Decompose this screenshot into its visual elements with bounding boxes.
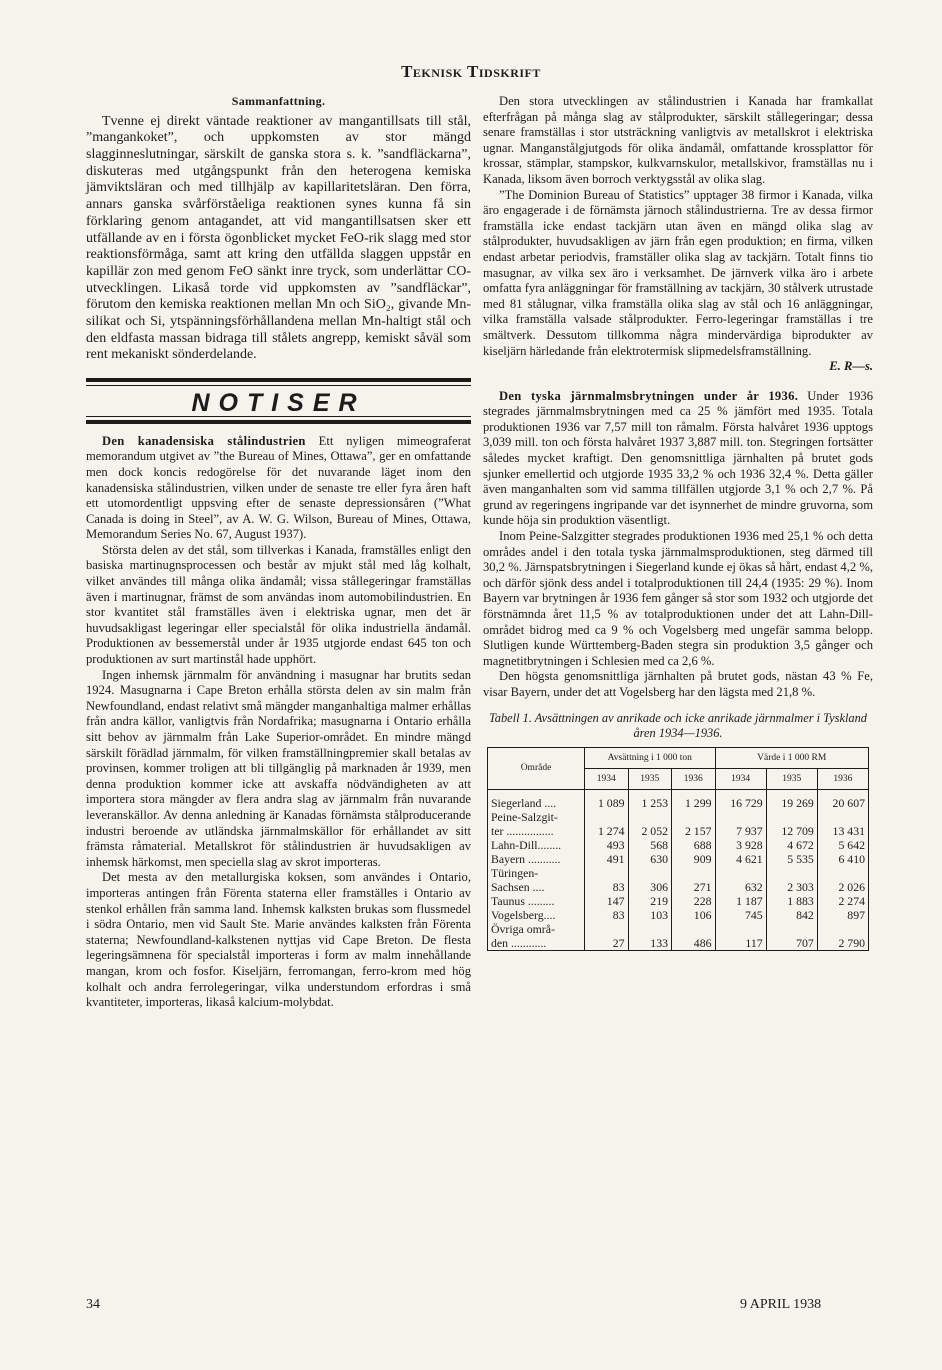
table-cell-value: 27 <box>585 922 629 951</box>
table-header-group-value: Värde i 1 000 RM <box>715 747 869 768</box>
section-rule-top <box>86 378 471 386</box>
article1-lead: Ett nyligen mimeograferat memorandum utgivet av ”the Bureau of Mines, Ottawa”, ger en omfattande men dock koncis redogörelse för det nuvarande läget inom den kanadensiska stålindustrien, vilken under de senaste tre eller fyra åren haft ett utomordentligt uppsving efter de senaste depressionsåren (”What Canada is doing in Steel”, av A. W. G. Wilson, Bureau of Mines, Ottawa, Memorandum Series No. 67, August 1937). <box>86 433 472 542</box>
article1-signature: E. R—s. <box>829 359 873 374</box>
table-cell-value: 133 <box>628 922 672 951</box>
region-line: Övriga områ- <box>491 921 555 936</box>
table-cell-value: 1 187 <box>715 894 766 908</box>
table-cell-value: 1 089 <box>585 789 629 810</box>
table-row <box>488 838 869 852</box>
table-cell-value: 2 303 <box>766 866 817 894</box>
table-cell-value: 271 <box>672 866 716 894</box>
data-table <box>487 747 869 951</box>
journal-title: Teknisk Tidskrift <box>401 62 541 81</box>
table-cell-value: 688 <box>672 838 716 852</box>
table-cell-value: 4 621 <box>715 852 766 866</box>
article2-paragraph: Den högsta genomsnittliga järnhalten på brutet gods, nästan 43 % Fe, visar Bayern, under det att Vogelsberg har den lägsta med 21,8 %. <box>483 669 873 699</box>
article1-paragraph: Största delen av det stål, som tillverkas i Kanada, framställes enligt den basiska martinugnsprocessen och består av mjukt stål med låg kolhalt, vilket användes till många olika ändamål; vissa stållegeringar framställas även i martinugnar, främst de som användas inom automobilindustrien. En stor kvantitet stål framställes även i elektriska ugnar, men det är huvudsakligast legeringar eller specialstål för olika industriella ändamål. Produktionen av bessemerstål under år 1935 utgjorde endast 645 ton och produktionen av surt martinstål hade upphört. <box>86 542 471 667</box>
table-cell-value: 16 729 <box>715 789 766 810</box>
table-cell-value: 1 274 <box>585 810 629 838</box>
table-cell-value: 745 <box>715 908 766 922</box>
table-header-group-quantity: Avsättning i 1 000 ton <box>585 747 716 768</box>
table-cell-value: 630 <box>628 852 672 866</box>
table-header-region: Område <box>488 747 585 789</box>
table-row <box>488 894 869 908</box>
article1-paragraph: Ingen inhemsk järnmalm för användning i masugnar har brutits sedan 1924. Masugnarna i Cape Breton erhålla största delen av sin malm från Newfoundland, endast relativt små mängder manganhaltiga malmer erhållas från andra källor, vanligtvis från Nordafrika; masugnarna i Ontario erhålla sitt behov av järnmalm från Lake Superior-området. En mindre mängd särskilt förädlad järnmalm, för vilken framställningpremier skall betalas av provinsen, kommer troligen att bli tillgänglig på marknaden år 1939, men denna produktion kommer icke att avskaffa nödvändigheten av att importera stora mängder av flera andra slag av järnmalm från nuvarande leveranskällor. Av denna anledning är Kanadas förnämsta stålproducerande industri beroende av utländska järnmalmskällor för erhållandet av sitt främsta råmaterial. Metallskrot för stålindustrien är huvudsakligen av inhemsk härkomst, men speciella slag av skrot importeras. <box>86 667 471 869</box>
region-line: Türingen- <box>491 865 539 880</box>
table-cell-value: 219 <box>628 894 672 908</box>
table-cell-region <box>488 852 585 866</box>
region-line: Bayern ........... <box>491 851 561 866</box>
table-cell-value: 117 <box>715 922 766 951</box>
table-cell-value: 2 790 <box>817 922 868 951</box>
table-row <box>488 908 869 922</box>
table-cell-value: 897 <box>817 908 868 922</box>
left-column <box>86 94 471 1011</box>
table-cell-value: 83 <box>585 866 629 894</box>
table-header-year: 1935 <box>628 768 672 789</box>
table-body <box>488 789 869 950</box>
table-cell-region <box>488 922 585 951</box>
summary <box>86 94 471 364</box>
table-cell-value: 493 <box>585 838 629 852</box>
article2-title: Den tyska järnmalmsbrytningen under år 1936. <box>499 388 799 403</box>
table-cell-region <box>488 789 585 810</box>
table-cell-value: 1 299 <box>672 789 716 810</box>
table-cell-region <box>488 908 585 922</box>
table-cell-value: 20 607 <box>817 789 868 810</box>
article1-paragraph: Det mesta av den metallurgiska koksen, som användes i Ontario, importeras antingen från Förenta staterna eller framställes i Ontario av stenkol erhållen från samma land. Inhemsk kalksten brukas som flussmedel i södra Ontario, men vid Sault Ste. Marie användes kalksten från Förenta staterna; Newfoundland-kalkstenen nyttjas vid Cape Breton. De flesta legeringsämnena för specialstål importeras i form av malm innehållande mangan, krom och fosfor. Kiseljärn, ferromangan, ferro-krom med hög kolhalt och andra ferrolegeringar, vilka understundom erfordras i små kvantiteter, importeras, likaså kalcium-molybdat. <box>86 870 471 1010</box>
table-cell-value: 707 <box>766 922 817 951</box>
page-number: 34 <box>86 1297 100 1312</box>
table-cell-value: 83 <box>585 908 629 922</box>
table-header-year: 1935 <box>766 768 817 789</box>
table-cell-value: 2 274 <box>817 894 868 908</box>
table-cell-value: 842 <box>766 908 817 922</box>
article2-lead: Under 1936 stegrades järnmalmsbrytningen med ca 25 % jämfört med 1935. Totala produktionen 1936 var 7,57 mill ton råmalm. Första halvåret 1936 upptogs 3,039 mill. ton och första halvåret 1937 3,887 mill. ton. Stegringen fortsätter således mycket kraftigt. Den genomsnittliga järnhalten på brutet gods sjunker emellertid och utgjorde 1935 33,2 % och 1936 32,4 %. Detta gäller även manganhalten som vid samma tillfällen utgjorde 3,1 % och 2,7 %. På grund av regeringens ingripande var det isynnerhet de mindre gruvorna, som kunde höja sin produktion väsentligt. <box>483 388 873 528</box>
table-row <box>488 922 869 951</box>
region-line: Vogelsberg.... <box>491 907 556 922</box>
table-cell-value: 5 642 <box>817 838 868 852</box>
table-row <box>488 852 869 866</box>
region-line: ter ................ <box>491 823 554 838</box>
table-cell-value: 1 253 <box>628 789 672 810</box>
region-line: Peine-Salzgit- <box>491 809 558 824</box>
region-line: Lahn-Dill........ <box>491 837 562 852</box>
table-cell-value: 2 026 <box>817 866 868 894</box>
article1-paragraph: Den stora utvecklingen av stålindustrien i Kanada har framkallat efterfrågan på många slag av stålprodukter, särskilt stållegeringar; dessa senare framställas i stor utsträckning vanligtvis av metallskrot i elektriska ugnar. Manganstålgjutgods för olika ändamål, omfattande krossplattor för krossar, stämplar, stampskor, kulkvarnskulor, metallskivor, framställas nu i Kanada, liksom även borroch verktygsstål av olika slag. <box>483 94 873 186</box>
right-column <box>483 94 873 951</box>
table-header-year: 1936 <box>672 768 716 789</box>
article2-lead-paragraph <box>483 389 873 529</box>
table-header-year: 1934 <box>585 768 629 789</box>
table-cell-region <box>488 866 585 894</box>
table-cell-value: 106 <box>672 908 716 922</box>
table-caption: Tabell 1. Avsättningen av anrikade och icke anrikade järnmalmer i Tyskland åren 1934—1936. <box>489 710 867 740</box>
article1-title: Den kanadensiska stålindustrien <box>102 433 306 448</box>
table-cell-value: 12 709 <box>766 810 817 838</box>
table-cell-value: 632 <box>715 866 766 894</box>
table-cell-value: 13 431 <box>817 810 868 838</box>
table-cell-value: 568 <box>628 838 672 852</box>
region-line: Taunus ......... <box>491 893 555 908</box>
article2-paragraph: Inom Peine-Salzgitter stegrades produktionen 1936 med 25,1 % och detta områdes andel i den totala tyska järnmalmsproduktionen, steg därmed till 30,2 %. Järnspatsbrytningen i Siegerland kunde ej ökas så hårt, endast 4,2 %, och därför sjönk dess andel i totalproduktionen till 24,4 (1935: 29 %). Inom Bayern var brytningen år 1936 fem gånger så stor som 1932 och utgjorde det förstnämnda året 11,5 % av totalproduktionen under det att Lahn-Dill-området bidrog med ca 9 % och Vogelsberg med ungefär samma belopp. Slutligen kunde Württemberg-Baden stegra sin produktion 3,5 gånger och magnetitbrytningen i Schlesien med ca 2,6 %. <box>483 529 873 668</box>
table-row <box>488 866 869 894</box>
table-header-year: 1934 <box>715 768 766 789</box>
table-cell-value: 6 410 <box>817 852 868 866</box>
table-cell-value: 103 <box>628 908 672 922</box>
table-cell-value: 1 883 <box>766 894 817 908</box>
article1-paragraph: ”The Dominion Bureau of Statistics” upptager 38 firmor i Kanada, vilka äro engagerade i de förnämsta järnoch stålindustrierna. Tre av dessa firmor framställa icke endast tackjärn utan även en mängd olika slag av stålprodukter, huvudsakligen av järn från egen produktion; en firma, vilken endast arbetar periodvis, framställer olika slag av tackjärn. Totalt finns tio masugnar, av vilka sex äro i verksamhet. De järnverk vilka äro i arbete omfatta fyra anläggningar för framställning av tackjärn, 30 stålverk utrustade med 81 stålugnar, vilka framställa olika slag av stål och 16 anläggningar, vilka framställa valsade stålprodukter. Ferro-legeringar framställas i tre smältverk. Dessutom tillkomma några mindervärdiga biprodukter av kiseljärn härledande från elektrotermisk slipmedelsframställning. <box>483 187 873 358</box>
issue-date: 9 APRIL 1938 <box>740 1297 822 1312</box>
table-cell-region <box>488 810 585 838</box>
table-cell-value: 5 535 <box>766 852 817 866</box>
table-cell-region <box>488 894 585 908</box>
table-row <box>488 789 869 810</box>
table-cell-value: 2 052 <box>628 810 672 838</box>
table-row <box>488 810 869 838</box>
summary-title: Sammanfattning. <box>231 94 326 108</box>
table-cell-value: 4 672 <box>766 838 817 852</box>
summary-text: Tvenne ej direkt väntade reaktioner av mangantillsats till stål, ”mangankoket”, och uppkomsten av stor mängd slagginneslutningar, särskilt de ganska stora s. k. ”sandfläckarna”, diskuteras med utgångspunkt från den heterogena kemiska jämviktsläran och med tillhjälp av kapillaritetsläran. Den förra, annars ganska svårförståeliga reaktionen synes kunna få sin förklaring genom antagandet, att vid mangantillsatsen sker ett utfällande av en i första ögonblicket mycket FeO-rik slagg med stor reaktionsförmåga, samt att kring den utfällda slaggen uppstår en kapillär zon med genom FeO sänkt inre tryck, som underlättar CO-utvecklingen. Likaså torde vid uppkomsten av ”sandfläckar”, förutom den kemiska reaktionen mellan Mn och SiO₂, givande Mn-silikat och Si, ytspänningsförhållandena mellan Mn-haltigt stål och den eldfasta massan bidraga till stålets angrepp, kemiskt såväl som rent mekaniskt sönderdelande. <box>86 113 471 363</box>
table-cell-value: 306 <box>628 866 672 894</box>
region-line: Sachsen .... <box>491 879 545 894</box>
table-cell-region <box>488 838 585 852</box>
section-title: NOTISER <box>191 389 366 418</box>
table-cell-value: 491 <box>585 852 629 866</box>
article1-lead-paragraph <box>86 434 471 543</box>
table-cell-value: 486 <box>672 922 716 951</box>
table-cell-value: 228 <box>672 894 716 908</box>
region-line: den ............ <box>491 935 547 950</box>
table-cell-value: 3 928 <box>715 838 766 852</box>
table-header-year: 1936 <box>817 768 868 789</box>
table-cell-value: 7 937 <box>715 810 766 838</box>
region-line: Siegerland .... <box>491 795 557 810</box>
table-cell-value: 19 269 <box>766 789 817 810</box>
table-cell-value: 2 157 <box>672 810 716 838</box>
table-cell-value: 909 <box>672 852 716 866</box>
table-cell-value: 147 <box>585 894 629 908</box>
